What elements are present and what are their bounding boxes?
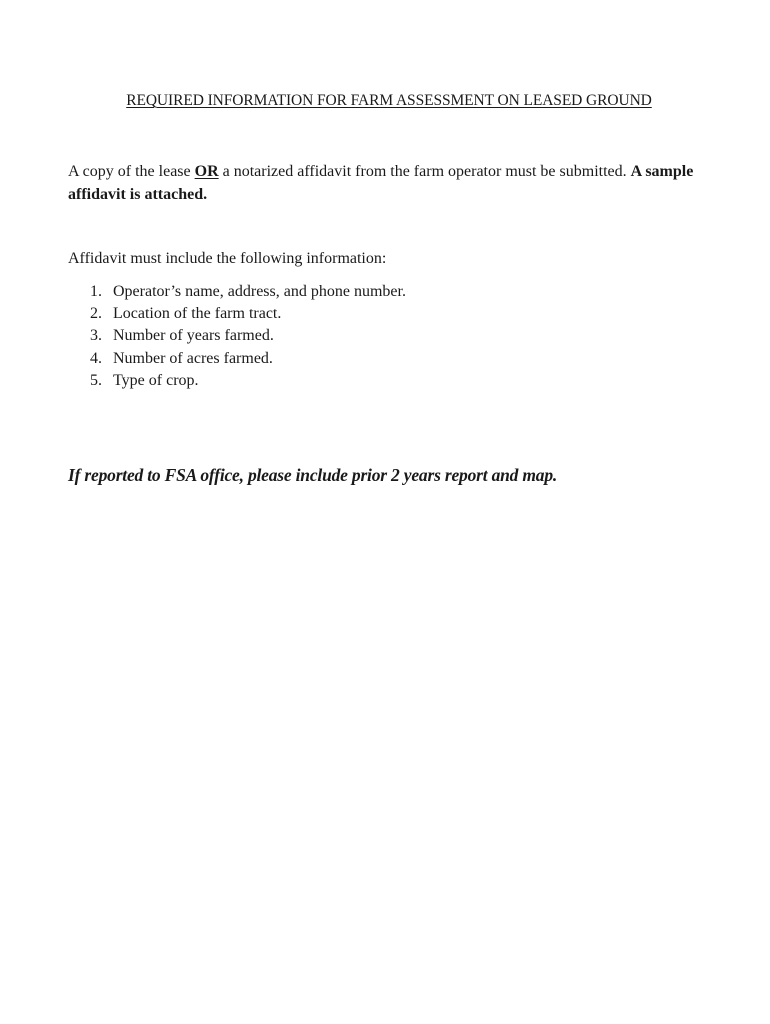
intro-text-start: A copy of the lease [68,163,195,180]
list-item-number: 4. [90,349,102,367]
list-item-text: Type of crop. [113,371,199,389]
list-item-number: 3. [90,327,102,345]
list-item-number: 2. [90,305,102,323]
document-title: REQUIRED INFORMATION FOR FARM ASSESSMENT ON LEASED GROUND [126,92,652,109]
list-item-text: Location of the farm tract. [113,305,282,323]
intro-paragraph [68,160,718,206]
affidavit-label: Affidavit must include the following information: [68,250,387,267]
intro-or-emphasis: OR [194,163,219,180]
list-item-text: Operator’s name, address, and phone number. [113,283,406,300]
list-item-text: Number of acres farmed. [113,349,273,367]
list-item-number: 5. [90,371,102,389]
list-item-number: 1. [90,283,102,300]
intro-sample-note: A sample affidavit is attached. [68,163,694,203]
intro-text-middle: a notarized affidavit from the farm operator must be submitted. [218,163,631,180]
fsa-office-note: If reported to FSA office, please include prior 2 years report and map. [68,465,558,485]
list-item-text: Number of years farmed. [113,327,274,345]
